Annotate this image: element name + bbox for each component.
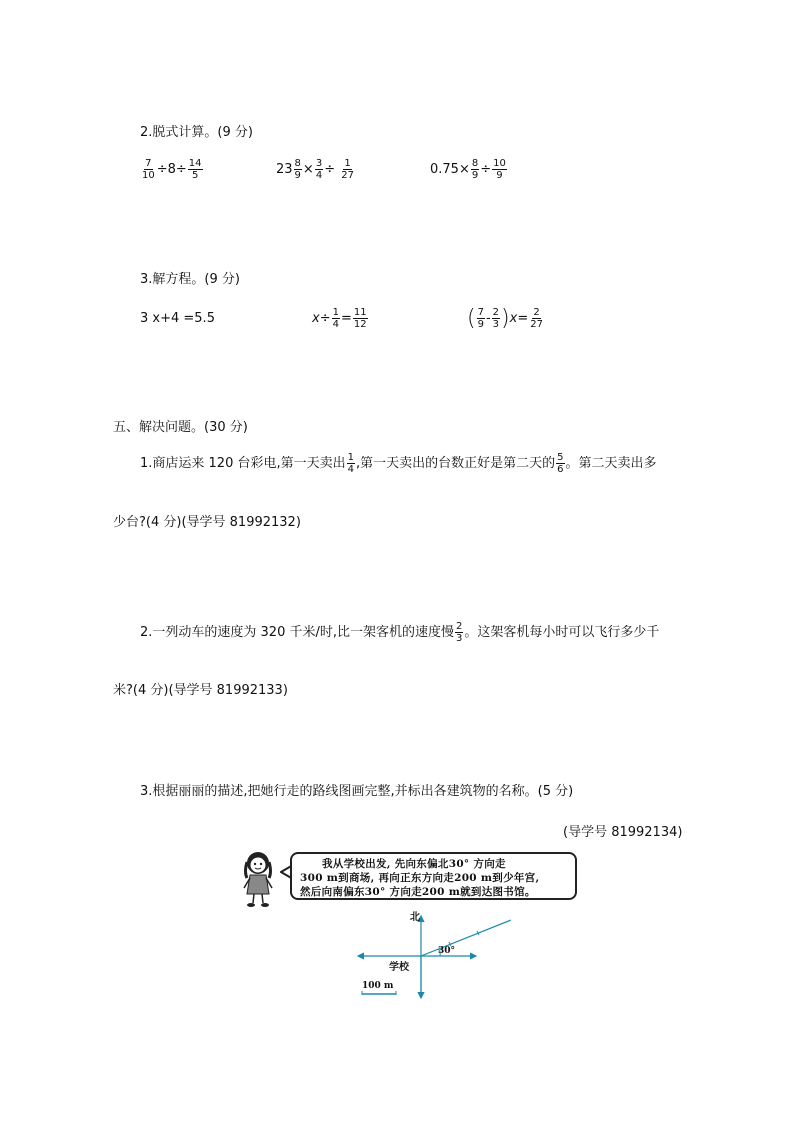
fraction: $\frac{8}{9}$ [471, 158, 479, 181]
problem-2-line-2: 米?(4 分)(导学号 81992133) [113, 683, 288, 698]
angle-label: 30° [438, 946, 456, 956]
fraction: $\frac{2}{3}$ [492, 307, 500, 330]
fraction: $\frac{14}{5}$ [188, 158, 202, 181]
q2-expression-3: 0.75× $\frac{8}{9}$ ÷ $\frac{10}{9}$ [430, 158, 506, 181]
fraction: $\frac{8}{9}$ [294, 158, 301, 181]
route-line-30-degrees [421, 920, 511, 956]
bubble-line: 300 m到商场, 再向正东方向走200 m到少年宫, [300, 872, 540, 884]
q3-title: 3.解方程。(9 分) [140, 272, 240, 287]
fraction: $\frac{1}{27}$ [341, 158, 354, 181]
q2-expression-2: 23 $\frac{8}{9}$ × $\frac{3}{4}$ ÷ $\frac{1}{27}$ [276, 158, 354, 181]
fraction: $\frac{1}{4}$ [332, 307, 339, 330]
q3-equation-2: x÷ $\frac{1}{4}$ = $\frac{11}{12}$ [312, 307, 367, 330]
q3-equation-1: 3 x+4 =5.5 [140, 311, 215, 326]
bubble-line: 然后向南偏东30° 方向走200 m就到达图书馆。 [300, 886, 536, 898]
fraction: $\frac{7}{10}$ [142, 158, 155, 181]
fraction: $\frac{2}{27}$ [530, 307, 543, 330]
problem-1-line-1: 1.商店运来 120 台彩电,第一天卖出 $\frac{1}{4}$ ,第一天卖出的台数正好是第二天的 $\frac{5}{6}$ 。第二天卖出多 [140, 452, 657, 475]
fraction: $\frac{11}{12}$ [353, 307, 367, 330]
problem-3-line-1: 3.根据丽丽的描述,把她行走的路线图画完整,并标出各建筑物的名称。(5 分) [140, 784, 574, 799]
problem-1-line-2: 少台?(4 分)(导学号 81992132) [113, 515, 301, 530]
school-label: 学校 [389, 962, 409, 973]
girl-illustration [238, 850, 278, 908]
fraction: $\frac{2}{3}$ [456, 621, 463, 644]
fraction: $\frac{1}{4}$ [347, 452, 354, 475]
section5-title: 五、解决问题。(30 分) [113, 420, 248, 435]
speech-bubble [290, 852, 577, 900]
fraction: $\frac{5}{6}$ [557, 452, 564, 475]
q2-expression-1: $\frac{7}{10}$ ÷8÷ $\frac{14}{5}$ [142, 158, 202, 181]
q2-title: 2.脱式计算。(9 分) [140, 125, 253, 140]
fraction: $\frac{10}{9}$ [493, 158, 506, 181]
q3-equation-3: ( $\frac{7}{9}$ - $\frac{2}{3}$ )x= $\frac{2}{27}$ [467, 305, 543, 331]
problem-3-ref: (导学号 81992134) [563, 825, 683, 840]
scale-label: 100 m [362, 981, 394, 991]
fraction: $\frac{7}{9}$ [477, 307, 484, 330]
fraction: $\frac{3}{4}$ [315, 158, 323, 181]
bubble-line: 我从学校出发, 先向东偏北30° 方向走 [322, 858, 506, 870]
problem-2-line-1: 2.一列动车的速度为 320 千米/时,比一架客机的速度慢 $\frac{2}{3}$ 。这架客机每小时可以飞行多少千 [140, 621, 660, 644]
north-label: 北 [410, 912, 420, 923]
